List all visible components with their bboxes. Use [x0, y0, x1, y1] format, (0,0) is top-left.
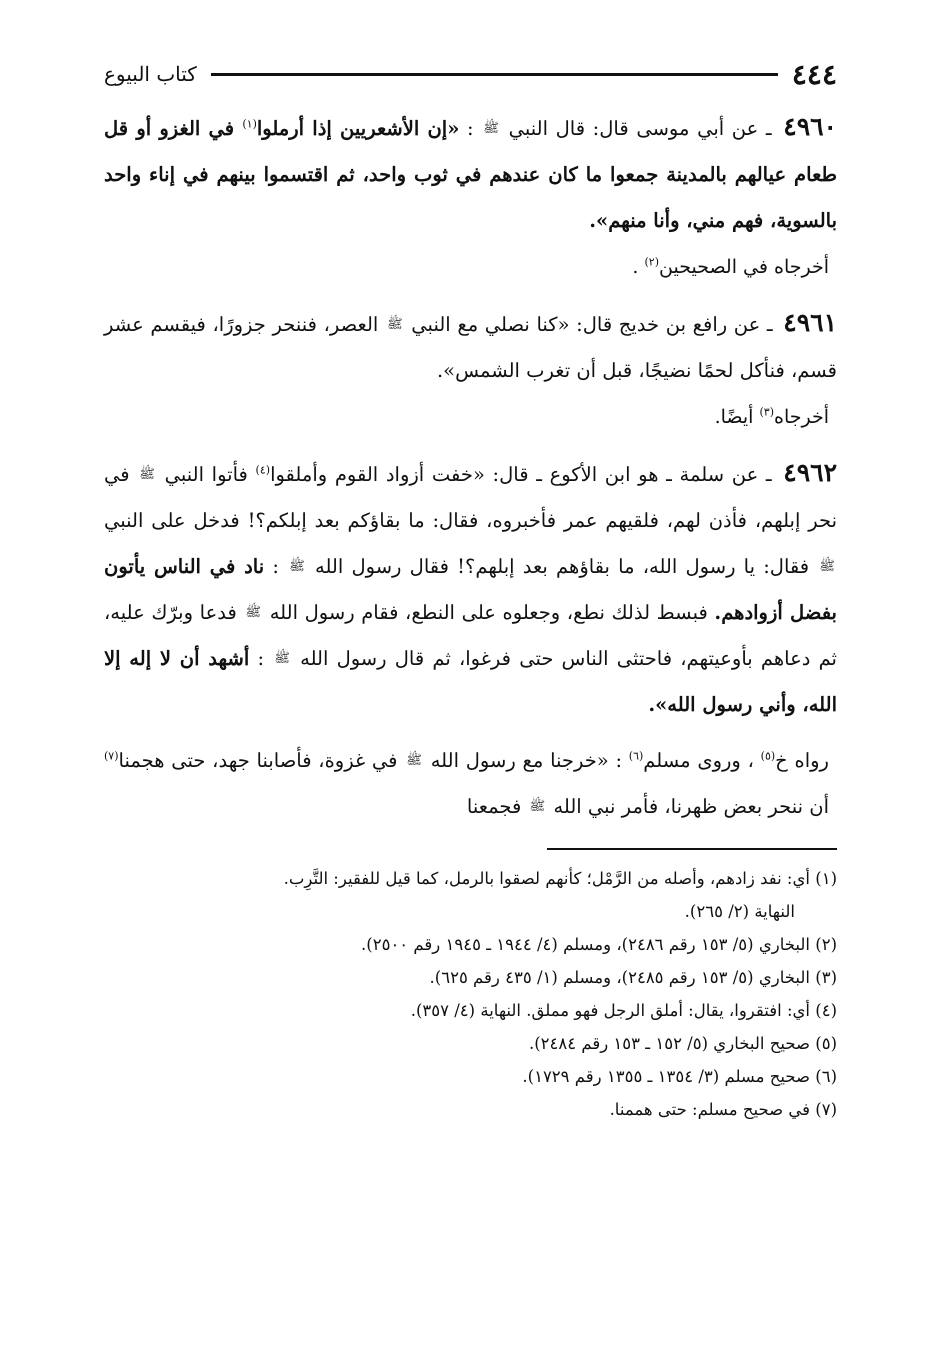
footnote-text: أي: نفد زادهم، وأصله من الرَّمْل؛ كأنهم لصقوا بالرمل، كما قيل للفقير: التَّرِب.: [283, 869, 816, 888]
book-title: كتاب البيوع: [104, 62, 197, 86]
header-rule: [211, 73, 778, 76]
salla-glyph: ﷺ: [139, 467, 155, 482]
footnote-1-continued: النهاية (٢/ ٢٦٥).: [684, 902, 795, 921]
takhrij-text: .: [632, 256, 645, 278]
hadith-text: في نحر إبلهم، فأذن لهم، فلقيهم عمر فأخبروه، فقال: ما بقاؤكم بعد إبلكم؟! فدخل على النبي: [104, 463, 837, 532]
hadith-text: ، وروى مسلم: [643, 749, 761, 772]
footnote-ref: (٢): [644, 255, 659, 269]
riwaya-paragraph: [104, 738, 837, 830]
footnote-separator: [547, 848, 837, 850]
hadith-number: ٤٩٦٢: [783, 458, 837, 487]
salla-glyph: ﷺ: [819, 559, 836, 574]
salla-glyph: ﷺ: [289, 559, 305, 574]
hadith-text: فدعا وبرّك عليه، ثم دعاهم بأوعيتهم، فاحتثى الناس حتى فرغوا، ثم قال رسول الله: [104, 601, 837, 670]
footnote-text: أي: افتقروا، يقال: أملق الرجل فهو مملق. النهاية (٤/ ٣٥٧).: [410, 1001, 816, 1020]
hadith-text: :: [264, 555, 288, 578]
hadith-quote-bold: أشهد أن لا إله إلا الله، وأني رسول الله».: [104, 647, 837, 716]
footnote-number: (٦): [815, 1067, 837, 1086]
takhrij-text: أيضًا.: [714, 406, 760, 428]
footnote-number: (٢): [815, 935, 837, 954]
footnote-ref: (١): [242, 117, 257, 131]
footnote-text: البخاري (٥/ ١٥٣ رقم ٢٤٨٥)، ومسلم (١/ ٤٣٥ رقم ٦٢٥).: [429, 968, 816, 987]
footnote-text: البخاري (٥/ ١٥٣ رقم ٢٤٨٦)، ومسلم (٤/ ١٩٤٤ ـ ١٩٤٥ رقم ٢٥٠٠).: [361, 935, 816, 954]
footnote-ref: (٣): [759, 405, 774, 419]
hadith-text: في غزوة، فأصابنا جهد، حتى هجمنا: [118, 749, 405, 772]
footnote-ref: (٥): [760, 749, 776, 763]
footnote-4: [104, 994, 837, 1027]
hadith-text: العصر، فننحر جزورًا، فيقسم عشر قسم، فنأكل لحمًا نضيجًا، قبل أن تغرب الشمس».: [104, 313, 837, 382]
footnote-number: (٤): [815, 1001, 837, 1020]
footnote-7: [104, 1093, 837, 1126]
footnote-6: [104, 1060, 837, 1093]
page-header: [104, 56, 837, 92]
takhrij-4960: [104, 244, 837, 290]
page-number: ٤٤٤: [791, 57, 837, 91]
footnote-text: في صحيح مسلم: حتى هممنا.: [609, 1100, 816, 1119]
footnote-ref: (٧): [104, 749, 119, 763]
hadith-quote-bold: «إن الأشعريين إذا أرملوا: [256, 117, 460, 140]
footnote-number: (٥): [815, 1034, 837, 1053]
hadith-text: فجمعنا: [466, 795, 528, 818]
footnote-number: (٧): [815, 1100, 837, 1119]
footnote-5: [104, 1027, 837, 1060]
footnote-text: صحيح مسلم (٣/ ١٣٥٤ ـ ١٣٥٥ رقم ١٧٢٩).: [522, 1067, 816, 1086]
hadith-4960: [104, 104, 837, 244]
hadith-text: :: [249, 647, 273, 670]
hadith-number: ٤٩٦١: [783, 308, 837, 337]
hadith-text: : «خرجنا مع رسول الله: [423, 749, 629, 772]
footnote-ref: (٤): [255, 463, 271, 477]
footnote-2: [104, 928, 837, 961]
hadith-text: ـ عن رافع بن خديج قال: «كنا نصلي مع النبي: [404, 313, 780, 336]
hadith-quote-bold: في الغزو أو قل طعام عيالهم بالمدينة جمعوا ما كان عندهم في ثوب واحد، ثم اقتسموا بينهم في إناء واحد بالسوية، فهم مني، وأنا منهم».: [104, 117, 837, 232]
footnote-text: صحيح البخاري (٥/ ١٥٢ ـ ١٥٣ رقم ٢٤٨٤).: [528, 1034, 816, 1053]
hadith-text: فبسط لذلك نطع، وجعلوه على النطع، فقام رسول الله: [263, 601, 715, 624]
salla-glyph: ﷺ: [529, 799, 546, 814]
takhrij-4961: [104, 394, 837, 440]
footnote-ref: (٦): [628, 749, 644, 763]
footnote-number: (٣): [815, 968, 837, 987]
footnote-1: [104, 862, 837, 895]
hadith-quote-bold: ناد في الناس يأتون بفضل أزوادهم.: [104, 555, 837, 624]
takhrij-text: أخرجاه: [774, 406, 829, 428]
spacer: [104, 728, 837, 738]
hadith-text: :: [459, 117, 482, 140]
hadith-text: رواه خ: [775, 749, 829, 772]
salla-glyph: ﷺ: [406, 753, 422, 768]
footnotes: [104, 862, 837, 1126]
hadith-text: ـ عن سلمة ـ هو ابن الأكوع ـ قال: «خفت أزواد القوم وأملقوا: [270, 463, 780, 486]
hadith-4961: [104, 300, 837, 394]
hadith-4962: [104, 450, 837, 728]
footnote-3: [104, 961, 837, 994]
salla-glyph: ﷺ: [386, 317, 403, 332]
salla-glyph: ﷺ: [274, 651, 290, 666]
takhrij-text: أخرجاه في الصحيحين: [659, 256, 829, 278]
hadith-text: أن ننحر بعض ظهرنا، فأمر نبي الله: [547, 795, 829, 818]
salla-glyph: ﷺ: [245, 605, 262, 620]
hadith-number: ٤٩٦٠: [783, 112, 837, 141]
footnote-number: (١): [815, 869, 837, 888]
hadith-text: ـ عن أبي موسى قال: قال النبي: [500, 117, 780, 140]
hadith-text: فقال: يا رسول الله، ما بقاؤهم بعد إبلهم؟! فقال رسول الله: [306, 555, 818, 578]
hadith-text: فأتوا النبي: [156, 463, 256, 486]
salla-glyph: ﷺ: [483, 121, 499, 136]
